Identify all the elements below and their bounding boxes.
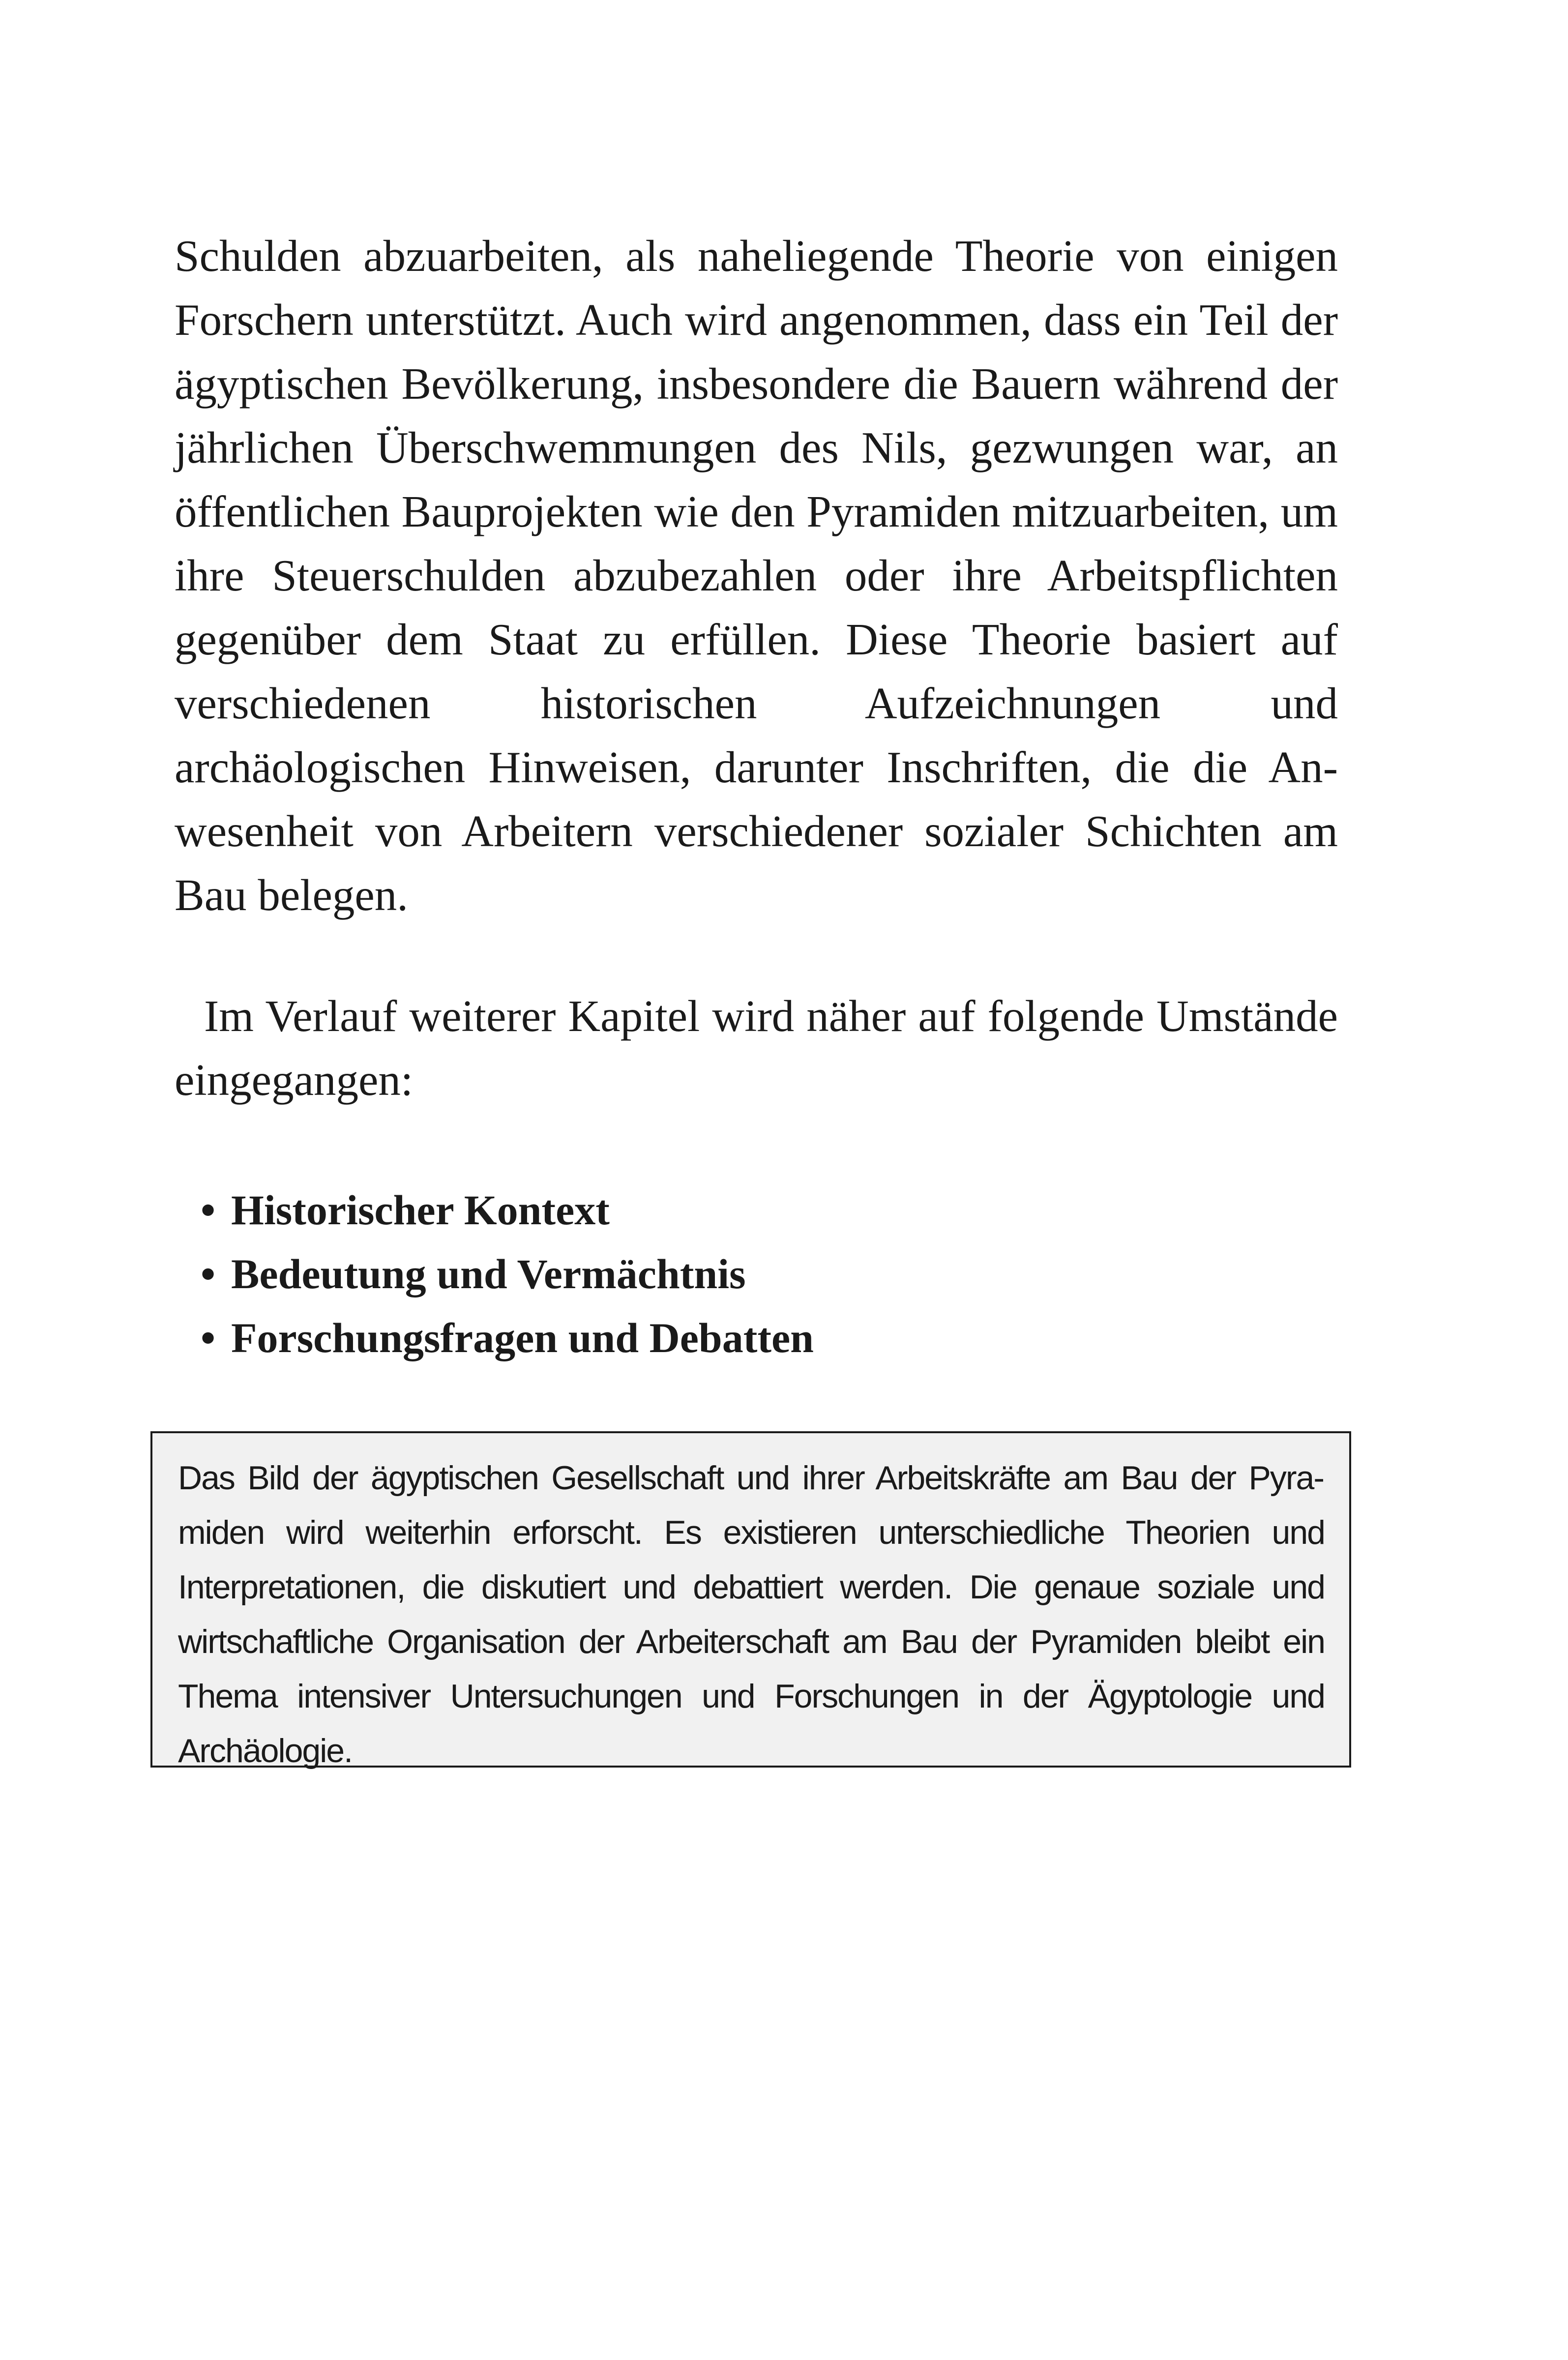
bullet-text: Forschungsfragen und Debatten — [231, 1314, 814, 1361]
bullet-text: Bedeutung und Vermächtnis — [231, 1250, 746, 1298]
bullet-marker: • — [201, 1314, 216, 1361]
bullet-text: Historischer Kontext — [231, 1186, 610, 1234]
info-box — [150, 1431, 1351, 1768]
bullet-item — [201, 1306, 814, 1370]
body-paragraph-1: Schulden abzuarbeiten, als naheliegende Theorie von einigen Forschern unterstützt. Auch wird angenommen, dass ein Teil der ägyptischen Bevölkerung, insbesondere die Bauern während der jährlichen Überschwemmungen des Nils, gezwungen war, an öffentlichen Bauprojekten wie den Pyramiden mitzuarbeiten, um ihre Steuerschulden abzubezahlen oder ihre Arbeitspflichten gegenüber dem Staat zu erfüllen. Diese Theorie basiert auf verschiedenen historischen Aufzeichnungen und archäologischen Hinweisen, darunter Inschriften, die die Anwesenheit von Arbeitern verschiedener sozialer Schichten am Bau belegen. — [175, 231, 1338, 920]
bullet-item — [201, 1178, 814, 1242]
info-box-text: Das Bild der ägyptischen Gesellschaft und ihrer Arbeitskräfte am Bau der Pyramiden wird weiterhin erforscht. Es existieren unterschiedliche Theorien und Interpretationen, die diskutiert und debattiert werden. Die genaue soziale und wirtschaftliche Organisation der Arbeiterschaft am Bau der Pyramiden bleibt ein Thema intensiver Untersuchungen und Forschungen in der Ägyptologie und Archäologie. — [178, 1459, 1325, 1770]
bullet-item — [201, 1242, 814, 1306]
bullet-marker: • — [201, 1250, 216, 1298]
bullet-marker: • — [201, 1186, 216, 1234]
bullet-list — [201, 1178, 814, 1370]
body-paragraph-2: Im Verlauf weiterer Kapitel wird näher auf folgende Umstände eingegangen: — [175, 991, 1338, 1105]
